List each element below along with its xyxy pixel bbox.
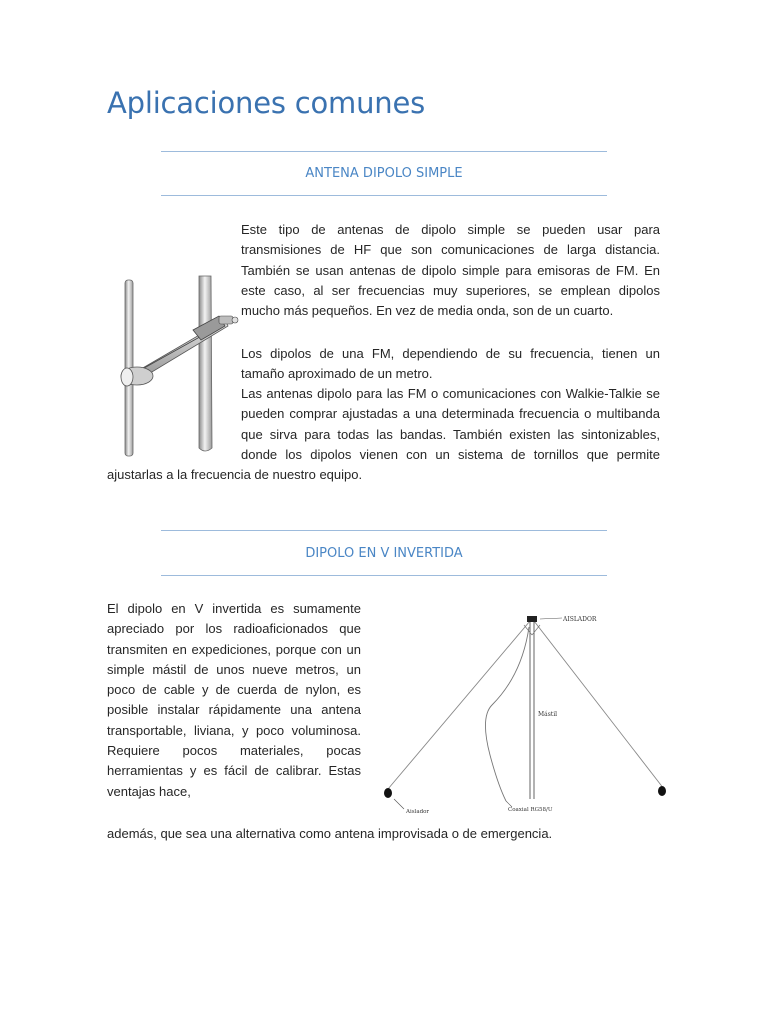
dipole-antenna-illustration (107, 268, 241, 460)
right-insulator (658, 786, 666, 796)
label-aislador-left: Aislador (406, 809, 430, 815)
section-title-dipolo-en-v-invertida: DIPOLO EN V INVERTIDA (305, 546, 463, 561)
page-title: Aplicaciones comunes (107, 86, 426, 120)
section-title-antena-dipolo-simple: ANTENA DIPOLO SIMPLE (305, 166, 463, 181)
paragraph-text: Este tipo de antenas de dipolo simple se pueden usar para transmisiones de HF que son comunicaciones de larga distancia. También se usan antenas de dipolo simple para emisoras de FM. En este caso, al ser frecuencias muy superiores, se emplean dipolos mucho más pequeños. En vez de media onda, son de un cuarto. (241, 222, 660, 319)
inverted-v-diagram (372, 605, 677, 817)
paragraph-text: Las antenas dipolo para las FM o comunicaciones con Walkie-Talkie se pueden comprar ajustadas a una determinada frecuencia o multibanda que sirva para todas las bandas. También existen las sintonizables, donde los dipolos vienen con un sistema de tornillos que permite ajustarlas a la frecuencia de nuestro equipo. (107, 386, 660, 483)
paragraph-v-invertida-2: además, que sea una alternativa como antena improvisada o de emergencia. (107, 826, 553, 841)
section-divider-bottom (161, 575, 607, 576)
paragraph-v-invertida-1: El dipolo en V invertida es sumamente apreciado por los radioaficionados que transmiten en expediciones, porque con un simple mástil de unos nueve metros, un poco de cable y de cuerda de nylon, es posible instalar rápidamente una antena transportable, liviana, y poco voluminosa. Requiere pocos materiales, pocas herramientas y es fácil de calibrar. Estas ventajas hace, (107, 601, 361, 799)
left-insulator (384, 788, 392, 798)
top-insulator (527, 616, 537, 622)
label-coaxial: Coaxial RG58/U (508, 807, 553, 813)
paragraph-dipolo-simple-2: Los dipolos de una FM, dependiendo de su frecuencia, tienen un tamaño aproximado de un metro. (241, 346, 660, 382)
label-mastil: Mástil (538, 711, 558, 718)
section-divider-bottom (161, 195, 607, 196)
coax-line (485, 627, 529, 801)
section-divider-top (161, 151, 607, 152)
right-leg (534, 621, 664, 789)
left-leg (388, 621, 530, 789)
section-divider-top (161, 530, 607, 531)
label-aislador-top: AISLADOR (563, 616, 597, 623)
